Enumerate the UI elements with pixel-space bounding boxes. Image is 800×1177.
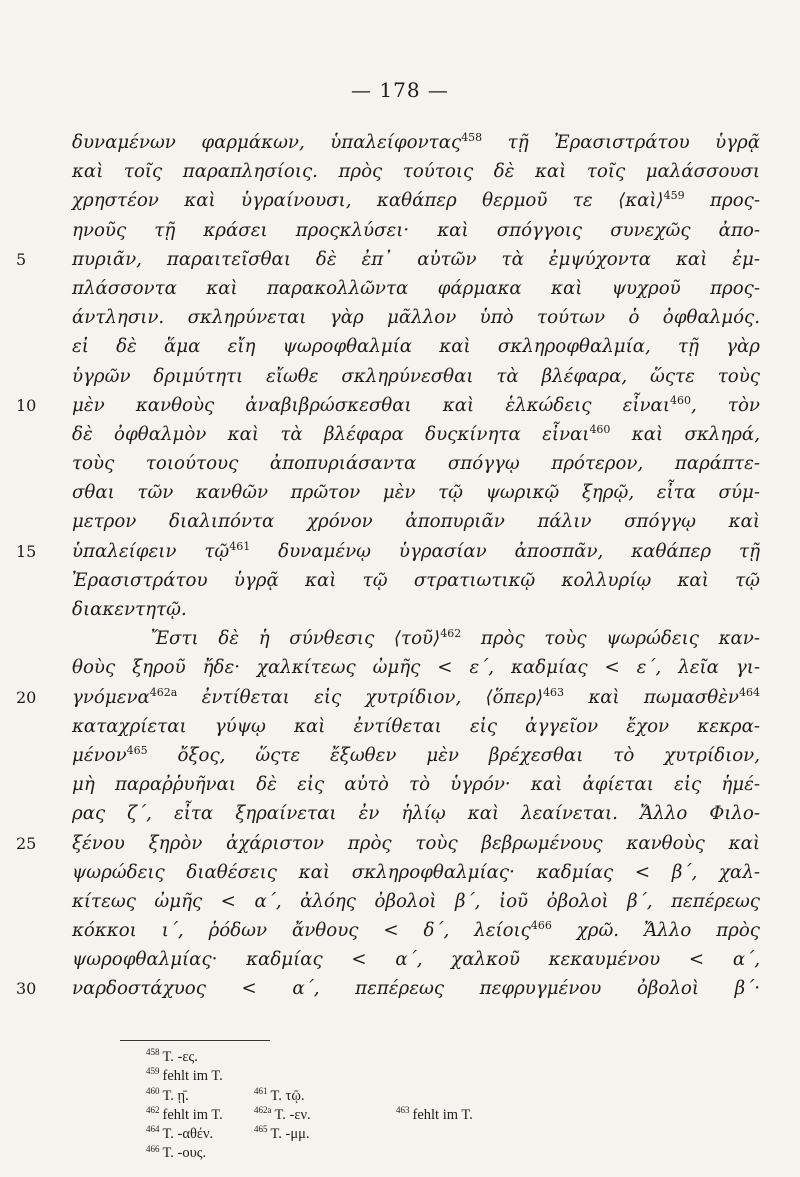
footnote-number: 465: [254, 1124, 268, 1135]
footnote-number: 461: [254, 1085, 268, 1096]
text-line: [16, 829, 760, 858]
footnote-number: 463: [396, 1105, 410, 1116]
line-text: καὶ τοῖς παραπλησίοις. πρὸς τούτοις δὲ καὶ τοῖς μαλάσσουσι: [72, 161, 760, 183]
line-text: δυναμένων φαρμάκων, ὑπαλείφοντας$^{458}$ τῇ Ἐρασιστράτου ὑγρᾷ: [72, 130, 760, 153]
footnote-row: [146, 1087, 586, 1106]
footnote: [146, 1144, 206, 1163]
footnote-text: T. -μμ.: [270, 1126, 310, 1143]
line-number: 10: [16, 395, 37, 415]
text-line: [72, 128, 760, 157]
footnote: [146, 1067, 223, 1086]
text-line: [72, 595, 760, 624]
text-line: [16, 537, 760, 566]
text-line: [72, 274, 760, 303]
line-number: 30: [16, 979, 37, 999]
text-line: [72, 303, 760, 332]
footnote-divider: [120, 1040, 270, 1041]
text-line: [72, 770, 760, 799]
text-line: [72, 858, 760, 887]
footnote-number: 460: [146, 1085, 160, 1096]
line-number: 25: [16, 833, 37, 853]
line-text: θοὺς ξηροῦ ἤδε· χαλκίτεως ὠμῆς < ε΄, καδμίας < ε΄, λεῖα γι-: [72, 657, 760, 679]
footnote: [396, 1106, 473, 1125]
text-line: [72, 216, 760, 245]
line-text: δὲ ὀφθαλμὸν καὶ τὰ βλέφαρα δυςκίνητα εἶναι$^{460}$ καὶ σκληρά,: [72, 422, 760, 445]
footnote: [254, 1106, 311, 1125]
footnote-text: fehlt im T.: [162, 1106, 223, 1123]
footnote-number: 462a: [254, 1105, 272, 1116]
footnote-number: 462: [146, 1105, 160, 1116]
line-text: μὲν κανθοὺς ἀναβιβρώσκεσθαι καὶ ἑλκώδεις εἶναι$^{460}$, τὸν: [72, 393, 760, 416]
line-number: 20: [16, 687, 37, 707]
footnote: [254, 1125, 310, 1144]
footnote-row: [146, 1106, 586, 1125]
text-line: [72, 916, 760, 945]
footnote-row: [146, 1144, 586, 1163]
footnote-text: T. -εν.: [274, 1106, 311, 1123]
footnote-text: fehlt im T.: [412, 1106, 473, 1123]
footnotes-block: [146, 1048, 586, 1164]
line-text: σθαι τῶν κανθῶν πρῶτον μὲν τῷ ψωρικῷ ξηρῷ, εἶτα σύμ-: [72, 482, 760, 504]
line-text: μὴ παραῤῥυῆναι δὲ εἰς αὐτὸ τὸ ὑγρόν· καὶ ἀφίεται εἰς ἡμέ-: [72, 774, 760, 796]
footnote-number: 466: [146, 1143, 160, 1154]
line-text: ρας ζ΄, εἶτα ξηραίνεται ἐν ἡλίῳ καὶ λεαίνεται. Ἄλλο Φιλο-: [72, 803, 760, 825]
footnote-number: 459: [146, 1066, 160, 1077]
line-text: πλάσσοντα καὶ παρακολλῶντα φάρμακα καὶ ψυχροῦ προς-: [72, 277, 760, 299]
line-text: ψωροφθαλμίας· καδμίας < α΄, χαλκοῦ κεκαυμένου < α΄,: [72, 949, 760, 971]
text-line: [72, 449, 760, 478]
text-line: [72, 478, 760, 507]
line-text: ὑγρῶν δριμύτητι εἴωθε σκληρύνεσθαι τὰ βλέφαρα, ὥςτε τοὺς: [72, 365, 760, 387]
line-text: διακεντητῷ.: [72, 599, 187, 620]
footnote: [146, 1087, 189, 1106]
text-line: [72, 420, 760, 449]
text-line: [72, 799, 760, 828]
footnote-row: [146, 1067, 586, 1086]
text-line: [72, 624, 760, 653]
footnote-text: T. τῷ.: [270, 1087, 305, 1104]
line-number: 15: [16, 541, 37, 561]
line-text: πυριᾶν, παραιτεῖσθαι δὲ ἐπ᾽ αὐτῶν τὰ ἐμψύχοντα καὶ ἐμ-: [72, 248, 760, 270]
line-text: ψωρώδεις διαθέσεις καὶ σκληροφθαλμίας· καδμίας < β΄, χαλ-: [72, 861, 760, 883]
text-line: [72, 887, 760, 916]
footnote-text: T. ῃ̄.: [162, 1087, 189, 1104]
line-text: χρηστέον καὶ ὑγραίνουσι, καθάπερ θερμοῦ τε ⟨καὶ⟩$^{459}$ προς-: [72, 189, 760, 212]
line-text: ναρδοστάχυος < α΄, πεπέρεως πεφρυγμένου ὀβολοὶ β΄·: [72, 978, 760, 1000]
line-text: κίτεως ὠμῆς < α΄, ἀλόης ὀβολοὶ β΄, ἰοῦ ὀβολοὶ β΄, πεπέρεως: [72, 890, 760, 912]
footnote-row: [146, 1048, 586, 1067]
line-text: ηνοῦς τῇ κράσει προςκλύσει· καὶ σπόγγοις συνεχῶς ἀπο-: [72, 219, 760, 241]
text-line: [72, 741, 760, 770]
footnote-row: [146, 1125, 586, 1144]
text-line: [72, 332, 760, 361]
line-text: μένον$^{465}$ ὄξος, ὥςτε ἔξωθεν μὲν βρέχεσθαι τὸ χυτρίδιον,: [72, 743, 760, 766]
line-text: ὑπαλείφειν τῷ$^{461}$ δυναμένῳ ὑγρασίαν ἀποσπᾶν, καθάπερ τῇ: [72, 539, 760, 562]
text-line: [16, 391, 760, 420]
footnote-number: 464: [146, 1124, 160, 1135]
page-number-header: — 178 —: [351, 78, 449, 102]
footnote-text: T. -αθέν.: [162, 1126, 214, 1143]
line-text: τοὺς τοιούτους ἀποπυριάσαντα σπόγγῳ πρότερον, παράπτε-: [72, 453, 760, 475]
text-line: [72, 712, 760, 741]
main-text-block: [16, 128, 760, 1004]
line-number: 5: [16, 249, 27, 269]
text-line: [72, 157, 760, 186]
footnote: [146, 1106, 223, 1125]
text-line: [72, 566, 760, 595]
footnote-text: fehlt im T.: [162, 1068, 223, 1085]
footnote-text: T. -ους.: [162, 1145, 207, 1162]
line-text: εἰ δὲ ἅμα εἴη ψωροφθαλμία καὶ σκληροφθαλμία, τῇ γὰρ: [72, 336, 760, 358]
line-text: κόκκοι ι΄, ῥόδων ἄνθους < δ΄, λείοις$^{466}$ χρῶ. Ἄλλο πρὸς: [72, 919, 760, 942]
footnote-text: T. -ες.: [162, 1049, 198, 1065]
line-text: άντλησιν. σκληρύνεται γὰρ μᾶλλον ὑπὸ τούτων ὁ ὀφθαλμός.: [72, 307, 760, 329]
text-line: [16, 683, 760, 712]
line-text: ξένου ξηρὸν ἀχάριστον πρὸς τοὺς βεβρωμένους κανθοὺς καὶ: [72, 832, 760, 854]
line-text: Ἔστι δὲ ἡ σύνθεσις ⟨τοῦ⟩$^{462}$ πρὸς τοὺς ψωρώδεις καν-: [72, 627, 760, 650]
line-text: Ἐρασιστράτου ὑγρᾷ καὶ τῷ στρατιωτικῷ κολλυρίῳ καὶ τῷ: [72, 569, 760, 591]
text-line: [72, 653, 760, 682]
footnote-number: 458: [146, 1047, 160, 1058]
text-line: [72, 362, 760, 391]
text-line: [16, 245, 760, 274]
footnote: [254, 1087, 305, 1106]
line-text: γνόμενα$^{462a}$ ἐντίθεται εἰς χυτρίδιον, ⟨ὅπερ⟩$^{463}$ καὶ πωμασθὲν$^{464}$: [72, 685, 760, 708]
text-line: [16, 974, 760, 1003]
text-line: [72, 186, 760, 215]
text-line: [72, 945, 760, 974]
footnote: [146, 1048, 198, 1067]
line-text: καταχρίεται γύψῳ καὶ ἐντίθεται εἰς ἀγγεῖον ἔχον κεκρα-: [72, 715, 760, 737]
line-text: μετρον διαλιπόντα χρόνον ἀποπυριᾶν πάλιν σπόγγῳ καὶ: [72, 511, 760, 533]
footnote: [146, 1125, 213, 1144]
text-line: [72, 507, 760, 536]
